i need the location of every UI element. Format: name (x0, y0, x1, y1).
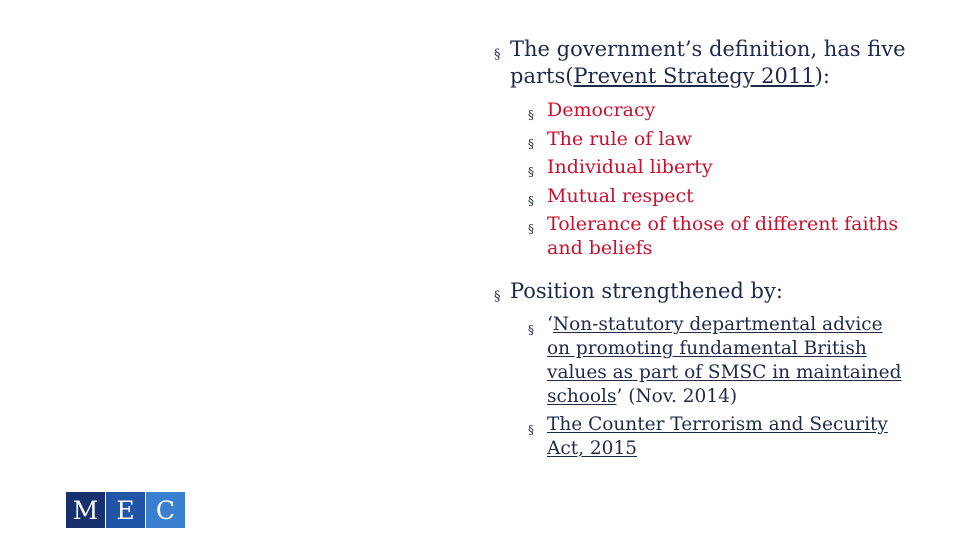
list-item (528, 212, 910, 260)
list-item (528, 98, 910, 122)
position-bullet (490, 278, 910, 305)
logo-letter-e: E (106, 492, 145, 528)
references-list (490, 313, 910, 461)
british-values-list (490, 98, 910, 260)
definition-intro: The government’s definition, has five parts( (510, 37, 906, 88)
ref-date: ’ (Nov. 2014) (616, 386, 738, 407)
logo-letter-c: C (146, 492, 185, 528)
square-bullet-icon: § (528, 423, 534, 438)
square-bullet-icon: § (528, 165, 534, 180)
square-bullet-icon: § (528, 193, 534, 208)
slide-content (490, 36, 910, 465)
definition-intro-end: ): (814, 64, 830, 88)
prevent-strategy-link[interactable]: Prevent Strategy 2011 (573, 64, 815, 88)
counter-terrorism-act-link[interactable]: The Counter Terrorism and Security Act, 2015 (547, 414, 888, 459)
list-item (528, 155, 910, 179)
value-text: The rule of law (547, 127, 693, 150)
value-text: Individual liberty (547, 156, 713, 178)
square-bullet-icon: § (494, 289, 501, 305)
square-bullet-icon: § (528, 323, 534, 338)
square-bullet-icon: § (528, 108, 534, 123)
dfe-advice-link[interactable]: Non-statutory departmental advice on promoting fundamental British values as part of SMSC in maintained schools (547, 314, 902, 407)
value-text: Democracy (547, 99, 656, 121)
value-text: Tolerance of those of different faiths and beliefs (547, 213, 899, 259)
square-bullet-icon: § (528, 222, 534, 237)
list-item (528, 184, 910, 208)
position-heading: Position strengthened by: (510, 279, 783, 303)
list-item (528, 413, 910, 461)
square-bullet-icon: § (528, 136, 534, 151)
square-bullet-icon: § (494, 47, 501, 63)
quote-open: ‘ (547, 314, 553, 335)
mec-logo (66, 492, 185, 528)
list-item (528, 313, 910, 409)
definition-bullet (490, 36, 910, 90)
list-item (528, 127, 910, 151)
logo-letter-m: M (66, 492, 105, 528)
value-text: Mutual respect (547, 184, 694, 207)
